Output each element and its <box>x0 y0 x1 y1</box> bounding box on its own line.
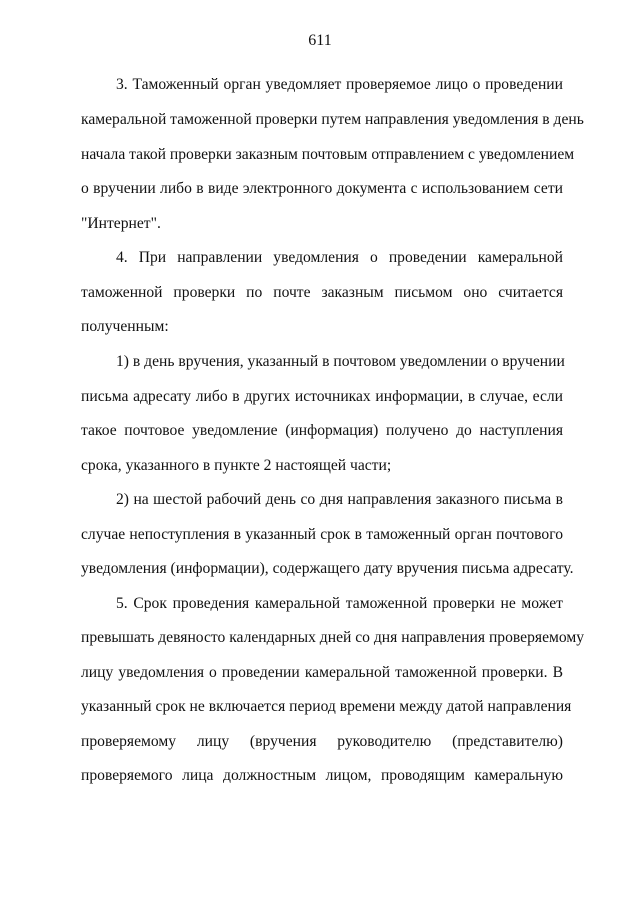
text-line: 2) на шестой рабочий день со дня направления заказного письма в <box>116 491 563 508</box>
text-line: таможенной проверки по почте заказным письмом оно считается <box>81 284 563 301</box>
text-line: превышать девяносто календарных дней со дня направления проверяемому <box>81 629 585 646</box>
text-line: 5. Срок проведения камеральной таможенной проверки не может <box>116 595 563 612</box>
text-line: срока, указанного в пункте 2 настоящей части; <box>81 457 392 474</box>
text-line: 3. Таможенный орган уведомляет проверяемое лицо о проведении <box>116 76 563 93</box>
text-line: письма адресату либо в других источниках информации, в случае, если <box>81 388 563 405</box>
text-line: проверяемому лицу (вручения руководителю (представителю) <box>81 733 563 750</box>
text-line: такое почтовое уведомление (информация) получено до наступления <box>81 422 563 439</box>
text-line: случае непоступления в указанный срок в таможенный орган почтового <box>81 526 563 543</box>
page-number: 611 <box>308 32 332 49</box>
text-line: лицу уведомления о проведении камеральной таможенной проверки. В <box>81 664 563 681</box>
text-line: уведомления (информации), содержащего дату вручения письма адресату. <box>81 560 574 577</box>
text-line: 4. При направлении уведомления о проведении камеральной <box>116 249 563 266</box>
text-line: проверяемого лица должностным лицом, проводящим камеральную <box>81 767 563 784</box>
text-line: камеральной таможенной проверки путем направления уведомления в день <box>81 111 584 128</box>
text-line: "Интернет". <box>81 215 161 232</box>
text-line: 1) в день вручения, указанный в почтовом уведомлении о вручении <box>116 353 565 370</box>
text-line: полученным: <box>81 318 169 335</box>
text-line: о вручении либо в виде электронного документа с использованием сети <box>81 180 563 197</box>
text-line: начала такой проверки заказным почтовым отправлением с уведомлением <box>81 146 575 163</box>
text-line: указанный срок не включается период времени между датой направления <box>81 698 572 715</box>
